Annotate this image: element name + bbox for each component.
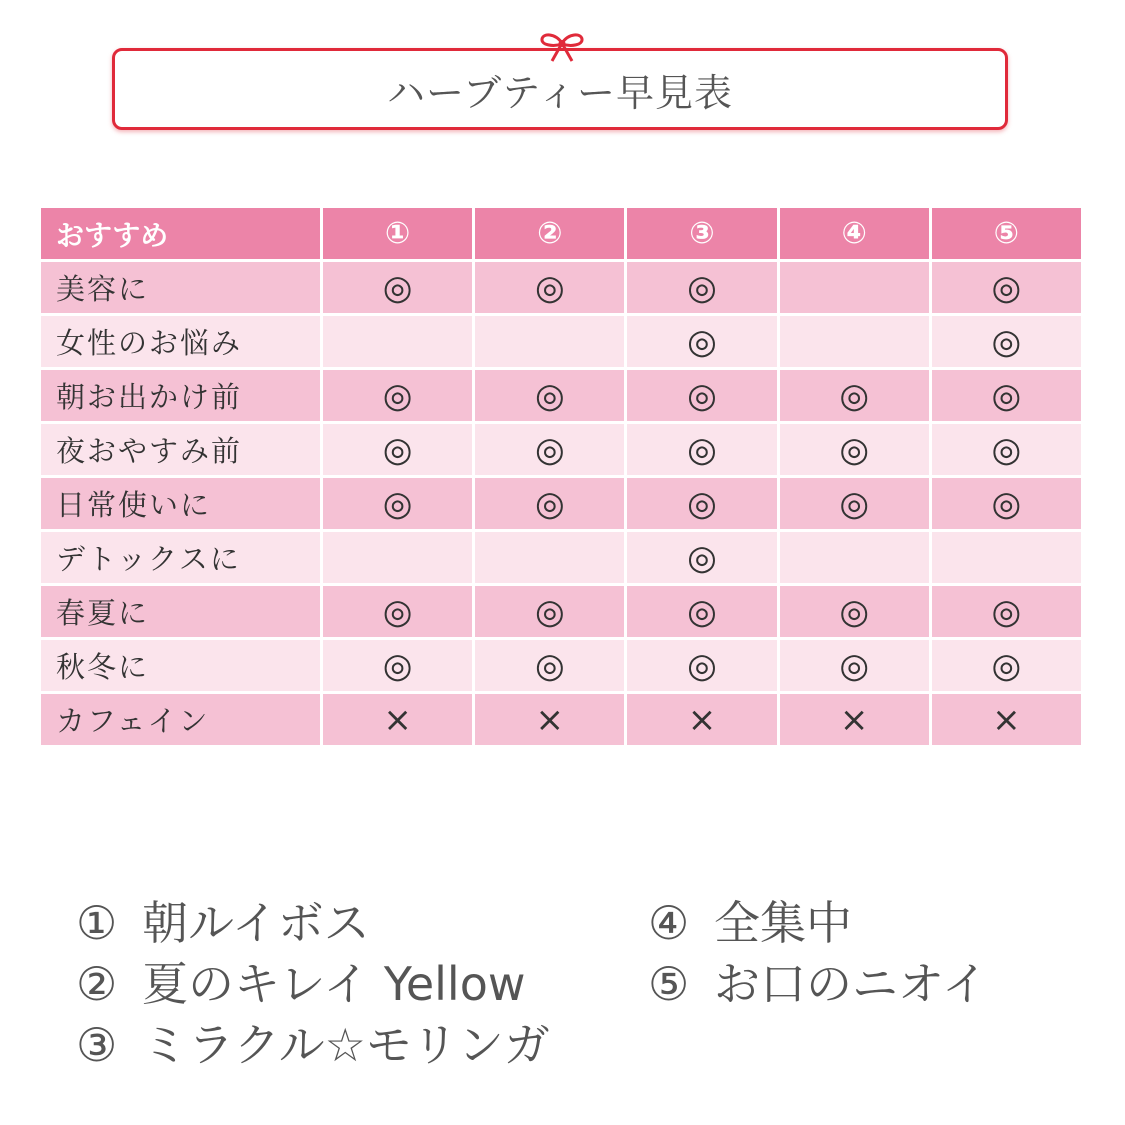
legend-item: [76, 893, 550, 954]
table-cell: ◎: [930, 315, 1082, 369]
row-label: 朝お出かけ前: [40, 369, 322, 423]
ribbon-bow-icon: [537, 31, 587, 65]
table-cell: ◎: [930, 477, 1082, 531]
table-row: [40, 261, 1083, 315]
legend-number: ②: [76, 957, 118, 1011]
legend-tea-name: お口のニオイ: [714, 957, 988, 1011]
table-cell: ◎: [322, 585, 474, 639]
table-cell: ◎: [626, 585, 778, 639]
table-cell: ×: [474, 693, 626, 747]
table-cell: ◎: [474, 639, 626, 693]
table-cell: ◎: [322, 423, 474, 477]
table-cell: ◎: [778, 585, 930, 639]
legend-number: ③: [76, 1018, 118, 1072]
table-cell: [778, 261, 930, 315]
legend-tea-name: 全集中: [714, 896, 852, 950]
legend-tea-name: 朝ルイボス: [142, 896, 370, 950]
table-cell: [778, 315, 930, 369]
table-cell: ◎: [930, 423, 1082, 477]
header-tea-1: ①: [322, 207, 474, 261]
legend-item: [76, 954, 550, 1015]
table-cell: ◎: [930, 639, 1082, 693]
table-body: [40, 261, 1083, 747]
header-tea-2: ②: [474, 207, 626, 261]
legend-number: ⑤: [648, 957, 690, 1011]
herb-tea-table: [38, 205, 1084, 748]
table-cell: ×: [930, 693, 1082, 747]
row-label: 日常使いに: [40, 477, 322, 531]
table-cell: ◎: [474, 423, 626, 477]
header-recommend: おすすめ: [40, 207, 322, 261]
table-cell: [930, 531, 1082, 585]
table-cell: ◎: [626, 531, 778, 585]
legend-tea-name: 夏のキレイ Yellow: [142, 957, 526, 1011]
table-cell: [322, 531, 474, 585]
table-row: [40, 639, 1083, 693]
row-label: デトックスに: [40, 531, 322, 585]
table-cell: ◎: [930, 369, 1082, 423]
row-label: 美容に: [40, 261, 322, 315]
table-cell: ◎: [322, 477, 474, 531]
header-tea-5: ⑤: [930, 207, 1082, 261]
table-cell: ◎: [778, 477, 930, 531]
legend-item: [648, 893, 988, 954]
legend-item: [76, 1015, 550, 1076]
table-cell: ◎: [930, 585, 1082, 639]
table-cell: ◎: [322, 639, 474, 693]
table-cell: ◎: [474, 585, 626, 639]
table-cell: ◎: [322, 261, 474, 315]
table-cell: ◎: [626, 369, 778, 423]
table-cell: ×: [322, 693, 474, 747]
row-label: 秋冬に: [40, 639, 322, 693]
legend-right: [648, 893, 988, 1015]
table-cell: ◎: [778, 423, 930, 477]
legend-tea-name: ミラクル☆モリンガ: [142, 1018, 550, 1072]
table-cell: ◎: [474, 477, 626, 531]
table-row: [40, 585, 1083, 639]
table-cell: ×: [778, 693, 930, 747]
table-row: [40, 477, 1083, 531]
table-cell: ×: [626, 693, 778, 747]
table-cell: ◎: [626, 639, 778, 693]
table-cell: ◎: [626, 315, 778, 369]
row-label: カフェイン: [40, 693, 322, 747]
table-header-row: [40, 207, 1083, 261]
header-tea-4: ④: [778, 207, 930, 261]
table-cell: ◎: [626, 423, 778, 477]
table-cell: ◎: [626, 261, 778, 315]
row-label: 女性のお悩み: [40, 315, 322, 369]
table-cell: ◎: [626, 477, 778, 531]
legend-number: ①: [76, 896, 118, 950]
row-label: 春夏に: [40, 585, 322, 639]
page-title: ハーブティー早見表: [386, 70, 734, 115]
table-cell: ◎: [474, 261, 626, 315]
table-cell: [474, 315, 626, 369]
legend-left: [76, 893, 550, 1076]
table-cell: [322, 315, 474, 369]
table-row: [40, 369, 1083, 423]
table-row: [40, 531, 1083, 585]
legend-number: ④: [648, 896, 690, 950]
table-cell: ◎: [778, 369, 930, 423]
table-row: [40, 423, 1083, 477]
table-cell: [778, 531, 930, 585]
row-label: 夜おやすみ前: [40, 423, 322, 477]
table-row: [40, 315, 1083, 369]
table-cell: ◎: [474, 369, 626, 423]
table-row: [40, 693, 1083, 747]
table-cell: ◎: [322, 369, 474, 423]
table-cell: [474, 531, 626, 585]
table-cell: ◎: [778, 639, 930, 693]
legend-item: [648, 954, 988, 1015]
table-cell: ◎: [930, 261, 1082, 315]
header-tea-3: ③: [626, 207, 778, 261]
